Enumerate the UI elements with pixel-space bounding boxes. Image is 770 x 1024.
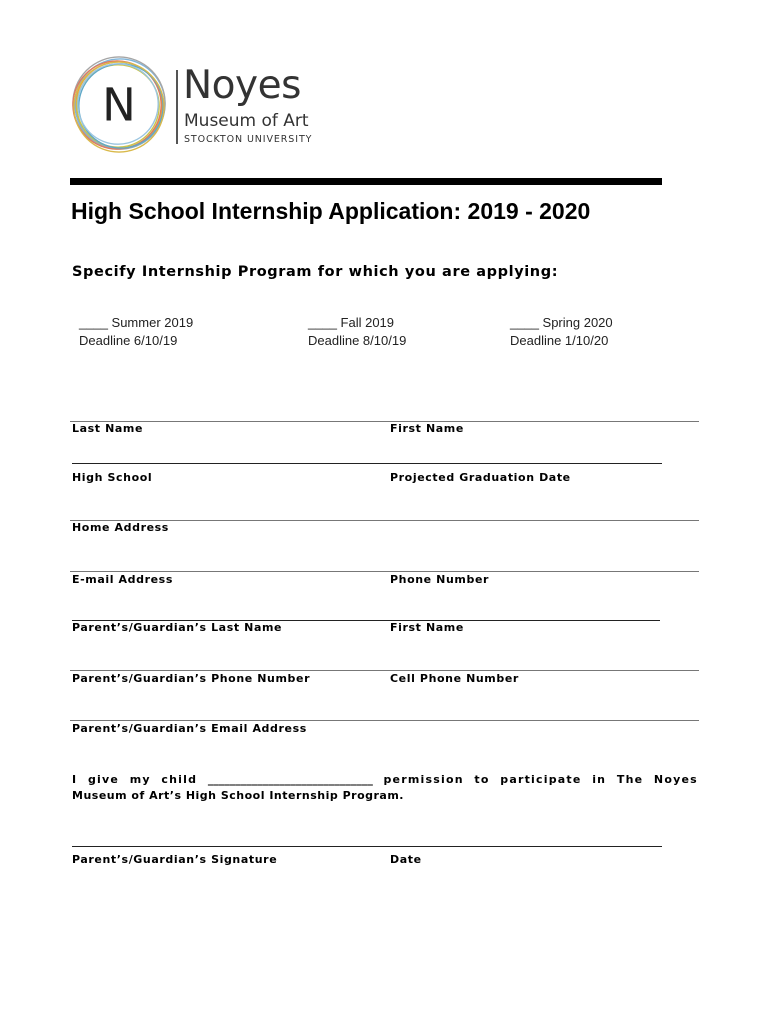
first-name-label: First Name — [390, 422, 464, 435]
phone-label: Phone Number — [390, 573, 490, 586]
logo-university: STOCKTON UNIVERSITY — [184, 134, 313, 145]
graduation-date-label: Projected Graduation Date — [390, 471, 571, 484]
guardian-last-name-label: Parent’s/Guardian’s Last Name — [72, 621, 283, 634]
logo-letter: N — [102, 78, 136, 132]
address-input-line[interactable] — [70, 571, 699, 572]
program-option-summer[interactable] — [79, 314, 193, 350]
page-title: High School Internship Application: 2019 - 2020 — [71, 198, 591, 224]
header-rule — [70, 178, 662, 185]
form-rule — [70, 421, 699, 422]
signature-input-line[interactable] — [72, 846, 662, 847]
permission-word: participate — [500, 773, 582, 786]
guardian-phone-label: Parent’s/Guardian’s Phone Number — [72, 672, 311, 685]
program-deadline: Deadline 6/10/19 — [79, 333, 178, 348]
program-deadline: Deadline 8/10/19 — [308, 333, 407, 348]
permission-line-2: Museum of Art’s High School Internship Program. — [72, 789, 404, 802]
email-label: E-mail Address — [72, 573, 173, 586]
last-name-input-line[interactable] — [72, 463, 662, 464]
permission-word: I — [72, 773, 78, 786]
guardian-phone-input-line[interactable] — [70, 720, 699, 721]
permission-word: in — [592, 773, 607, 786]
permission-word: Noyes — [653, 773, 698, 786]
program-label: ____ Spring 2020 — [510, 315, 613, 330]
program-deadline: Deadline 1/10/20 — [510, 333, 609, 348]
program-label: ____ Fall 2019 — [308, 315, 395, 330]
logo-name: Noyes — [183, 63, 301, 108]
high-school-label: High School — [72, 471, 153, 484]
noyes-logo-icon — [70, 56, 168, 154]
program-option-spring[interactable] — [510, 314, 613, 350]
logo-divider — [176, 70, 178, 144]
home-address-label: Home Address — [72, 521, 169, 534]
permission-word: my — [129, 773, 151, 786]
child-name-blank[interactable]: ______________________________ — [207, 773, 373, 786]
permission-word: permission — [383, 773, 464, 786]
guardian-signature-label: Parent’s/Guardian’s Signature — [72, 853, 278, 866]
permission-word: give — [87, 773, 120, 786]
permission-word: to — [474, 773, 490, 786]
cell-phone-label: Cell Phone Number — [390, 672, 519, 685]
program-option-fall[interactable] — [308, 314, 406, 350]
program-instructions: Specify Internship Program for which you are applying: — [72, 264, 559, 280]
program-label: ____ Summer 2019 — [79, 315, 194, 330]
guardian-email-label: Parent’s/Guardian’s Email Address — [72, 722, 307, 735]
logo-subtitle: Museum of Art — [184, 111, 309, 131]
last-name-label: Last Name — [72, 422, 144, 435]
permission-word: The — [616, 773, 644, 786]
date-label: Date — [390, 853, 422, 866]
guardian-first-name-label: First Name — [390, 621, 464, 634]
permission-statement — [72, 772, 698, 804]
guardian-name-input-line[interactable] — [70, 670, 699, 671]
permission-word: child — [161, 773, 198, 786]
